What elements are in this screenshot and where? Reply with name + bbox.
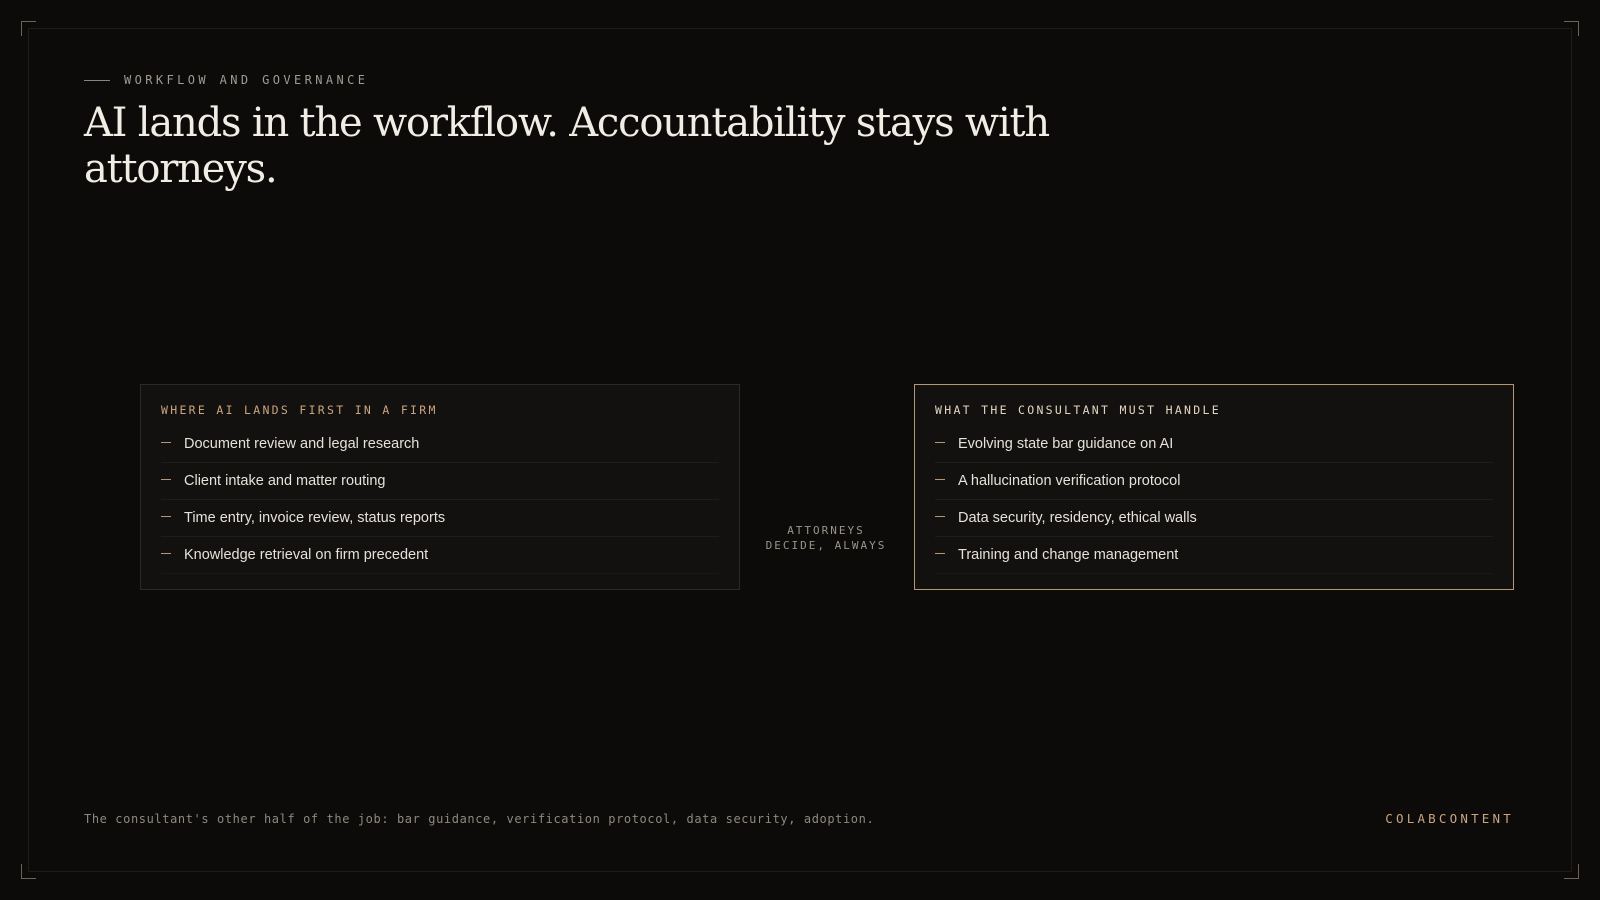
dash-icon <box>161 479 171 480</box>
corner-mark-bottom-left <box>21 864 36 879</box>
list-item <box>161 537 719 574</box>
dash-icon <box>935 516 945 517</box>
list-item <box>161 426 719 463</box>
consultant-panel <box>914 384 1514 590</box>
center-label-line2: DECIDE, ALWAYS <box>765 539 887 552</box>
list-item-text: Training and change management <box>958 547 1179 563</box>
list-item <box>161 500 719 537</box>
dash-icon <box>161 553 171 554</box>
list-item-text: Client intake and matter routing <box>184 473 386 489</box>
list-item <box>935 426 1493 463</box>
dash-icon <box>935 479 945 480</box>
eyebrow-rule <box>84 80 110 81</box>
list-item-text: Knowledge retrieval on firm precedent <box>184 547 429 563</box>
brand-wordmark: COLABCONTENT <box>1385 811 1514 826</box>
panel-title: WHAT THE CONSULTANT MUST HANDLE <box>935 403 1221 417</box>
list-item-text: Evolving state bar guidance on AI <box>958 436 1174 452</box>
section-eyebrow <box>84 73 368 87</box>
list-item-text: A hallucination verification protocol <box>958 473 1181 489</box>
corner-mark-top-right <box>1564 21 1579 36</box>
corner-mark-bottom-right <box>1564 864 1579 879</box>
eyebrow-label: WORKFLOW AND GOVERNANCE <box>124 73 369 87</box>
center-divider-label <box>746 523 906 553</box>
corner-mark-top-left <box>21 21 36 36</box>
list-item-text: Time entry, invoice review, status reports <box>184 510 446 526</box>
center-label-line1: ATTORNEYS <box>787 524 865 537</box>
dash-icon <box>935 553 945 554</box>
panel-title: WHERE AI LANDS FIRST IN A FIRM <box>161 403 438 417</box>
list-item-text: Document review and legal research <box>184 436 420 452</box>
list-item <box>935 537 1493 574</box>
list-item <box>935 463 1493 500</box>
footer-note: The consultant's other half of the job: bar guidance, verification protocol, data security, adoption. <box>84 812 875 826</box>
ai-lands-panel <box>140 384 740 590</box>
list-item <box>161 463 719 500</box>
list-item <box>935 500 1493 537</box>
list-item-text: Data security, residency, ethical walls <box>958 510 1197 526</box>
slide-headline: AI lands in the workflow. Accountability stays with attorneys. <box>84 100 1049 192</box>
dash-icon <box>161 442 171 443</box>
dash-icon <box>161 516 171 517</box>
dash-icon <box>935 442 945 443</box>
